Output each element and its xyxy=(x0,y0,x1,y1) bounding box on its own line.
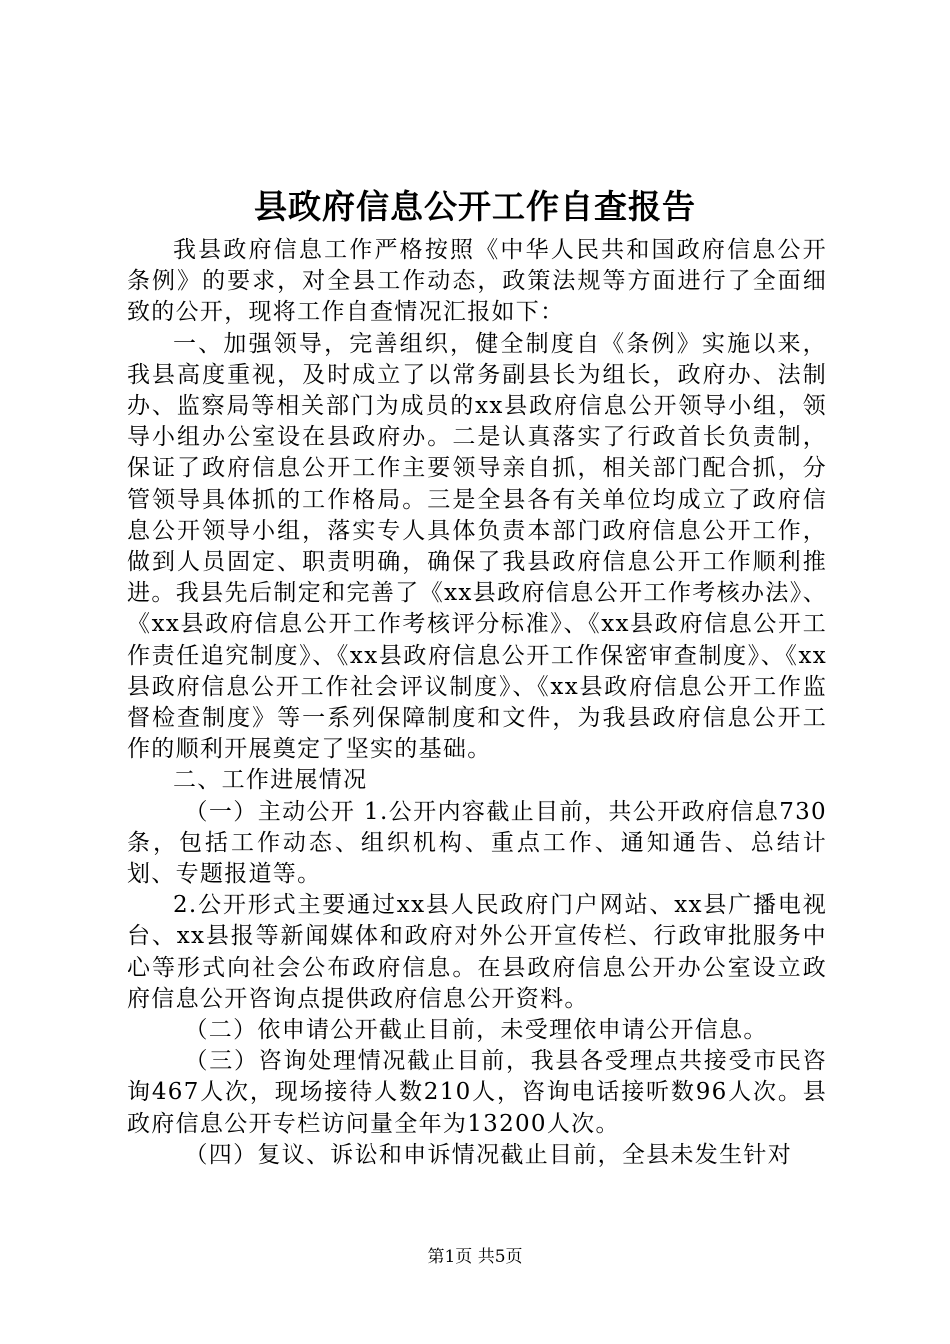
section-one-paragraph: 一、加强领导，完善组织，健全制度自《条例》实施以来，我县高度重视，及时成立了以常务副县长为组长，政府办、法制办、监察局等相关部门为成员的xx县政府信息公开领导小组，领导小组办公室设在县政府办。二是认真落实了行政首长负责制，保证了政府信息公开工作主要领导亲自抓，相关部门配合抓，分管领导具体抓的工作格局。三是全县各有关单位均成立了政府信息公开领导小组，落实专人具体负责本部门政府信息公开工作，做到人员固定、职责明确，确保了我县政府信息公开工作顺利推进。我县先后制定和完善了《xx县政府信息公开工作考核办法》、《xx县政府信息公开工作考核评分标准》、《xx县政府信息公开工作责任追究制度》、《xx县政府信息公开工作保密审查制度》、《xx县政府信息公开工作社会评议制度》、《xx县政府信息公开工作监督检查制度》等一系列保障制度和文件，为我县政府信息公开工作的顺利开展奠定了坚实的基础。 xyxy=(127,330,827,763)
review-litigation-paragraph: （四）复议、诉讼和申诉情况截止目前，全县未发生针对 xyxy=(184,1141,792,1168)
proactive-disclosure-paragraph: （一）主动公开 1.公开内容截止目前，共公开政府信息730条，包括工作动态、组织机构、重点工作、通知通告、总结计划、专题报道等。 xyxy=(127,798,827,888)
disclosure-form-paragraph: 2.公开形式主要通过xx县人民政府门户网站、xx县广播电视台、xx县报等新闻媒体和政府对外公开宣传栏、行政审批服务中心等形式向社会公布政府信息。在县政府信息公开办公室设立政府信息公开咨询点提供政府信息公开资料。 xyxy=(127,892,827,1012)
consultation-paragraph: （三）咨询处理情况截止目前，我县各受理点共接受市民咨询467人次，现场接待人数210人，咨询电话接听数96人次。县政府信息公开专栏访问量全年为13200人次。 xyxy=(127,1048,827,1137)
page-footer: 第1页 共5页 xyxy=(427,1247,523,1267)
document-title: 县政府信息公开工作自查报告 xyxy=(254,187,696,226)
section-two-heading: 二、工作进展情况 xyxy=(173,767,368,794)
intro-paragraph: 我县政府信息工作严格按照《中华人民共和国政府信息公开条例》的要求，对全县工作动态，政策法规等方面进行了全面细致的公开，现将工作自查情况汇报如下： xyxy=(127,237,827,326)
application-disclosure-paragraph: （二）依申请公开截止目前，未受理依申请公开信息。 xyxy=(184,1017,768,1044)
document-body xyxy=(127,235,827,1171)
